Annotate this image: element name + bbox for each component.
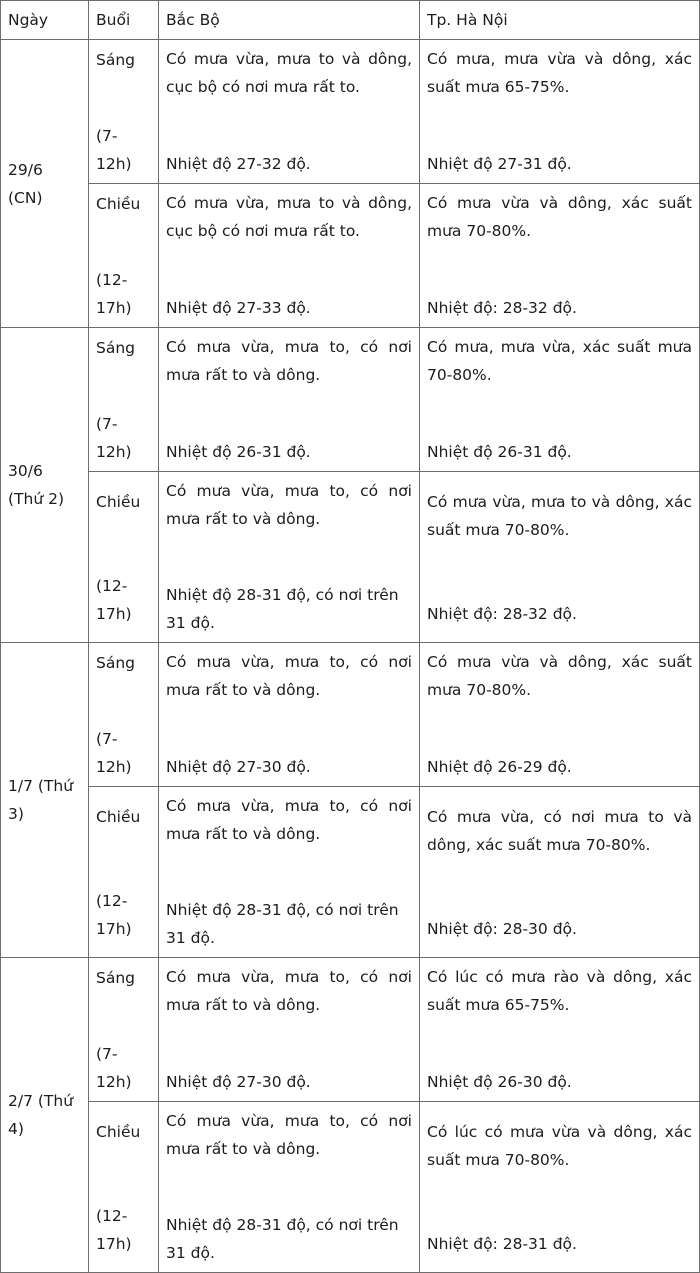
session-name: Sáng xyxy=(96,654,135,672)
hanoi-cell xyxy=(420,184,700,328)
hanoi-temp: Nhiệt độ: 28-32 độ. xyxy=(427,299,577,317)
north-cell xyxy=(159,328,420,472)
north-weather: Có mưa vừa, mưa to, có nơi mưa rất to và dông. xyxy=(166,653,412,699)
north-temp: Nhiệt độ 28-31 độ, có nơi trên 31 độ. xyxy=(166,1216,399,1262)
north-weather: Có mưa vừa, mưa to và dông, cục bộ có nơi mưa rất to. xyxy=(166,194,412,240)
north-weather: Có mưa vừa, mưa to, có nơi mưa rất to và dông. xyxy=(166,482,412,528)
session-hours: (7-12h) xyxy=(96,415,132,461)
table-row xyxy=(1,1102,700,1273)
session-cell xyxy=(89,643,159,787)
hanoi-cell xyxy=(420,787,700,958)
day-cell: 1/7 (Thứ 3) xyxy=(1,643,89,958)
north-weather: Có mưa vừa, mưa to, có nơi mưa rất to và dông. xyxy=(166,797,412,843)
north-temp: Nhiệt độ 28-31 độ, có nơi trên 31 độ. xyxy=(166,586,399,632)
north-cell xyxy=(159,1102,420,1273)
north-cell xyxy=(159,40,420,184)
header-session: Buổi xyxy=(89,1,159,40)
hanoi-temp: Nhiệt độ: 28-31 độ. xyxy=(427,1235,577,1253)
hanoi-cell xyxy=(420,1102,700,1273)
table-row xyxy=(1,958,700,1102)
session-cell xyxy=(89,184,159,328)
north-temp: Nhiệt độ 28-31 độ, có nơi trên 31 độ. xyxy=(166,901,399,947)
table-row xyxy=(1,472,700,643)
north-temp: Nhiệt độ 27-32 độ. xyxy=(166,155,311,173)
session-hours: (7-12h) xyxy=(96,127,132,173)
session-hours: (12-17h) xyxy=(96,892,132,938)
hanoi-cell xyxy=(420,40,700,184)
hanoi-weather: Có lúc có mưa vừa và dông, xác suất mưa 70-80%. xyxy=(427,1123,692,1169)
north-weather: Có mưa vừa, mưa to và dông, cục bộ có nơi mưa rất to. xyxy=(166,50,412,96)
hanoi-temp: Nhiệt độ 26-30 độ. xyxy=(427,1073,572,1091)
table-row xyxy=(1,184,700,328)
header-day: Ngày xyxy=(1,1,89,40)
hanoi-weather: Có mưa, mưa vừa, xác suất mưa 70-80%. xyxy=(427,338,692,384)
header-north: Bắc Bộ xyxy=(159,1,420,40)
session-name: Sáng xyxy=(96,339,135,357)
hanoi-temp: Nhiệt độ 27-31 độ. xyxy=(427,155,572,173)
hanoi-temp: Nhiệt độ 26-31 độ. xyxy=(427,443,572,461)
north-cell xyxy=(159,958,420,1102)
session-hours: (7-12h) xyxy=(96,730,132,776)
north-temp: Nhiệt độ 27-33 độ. xyxy=(166,299,311,317)
session-hours: (12-17h) xyxy=(96,577,132,623)
session-cell xyxy=(89,1102,159,1273)
hanoi-weather: Có mưa vừa, mưa to và dông, xác suất mưa 70-80%. xyxy=(427,493,692,539)
session-name: Chiều xyxy=(96,1123,141,1141)
session-cell xyxy=(89,328,159,472)
hanoi-temp: Nhiệt độ 26-29 độ. xyxy=(427,758,572,776)
north-cell xyxy=(159,643,420,787)
day-cell: 2/7 (Thứ 4) xyxy=(1,958,89,1273)
hanoi-weather: Có mưa vừa và dông, xác suất mưa 70-80%. xyxy=(427,194,692,240)
hanoi-weather: Có mưa vừa, có nơi mưa to và dông, xác suất mưa 70-80%. xyxy=(427,808,692,854)
day-cell: 30/6 (Thứ 2) xyxy=(1,328,89,643)
hanoi-cell xyxy=(420,472,700,643)
north-temp: Nhiệt độ 27-30 độ. xyxy=(166,758,311,776)
north-weather: Có mưa vừa, mưa to, có nơi mưa rất to và dông. xyxy=(166,968,412,1014)
north-cell xyxy=(159,184,420,328)
session-cell xyxy=(89,472,159,643)
north-temp: Nhiệt độ 26-31 độ. xyxy=(166,443,311,461)
session-cell xyxy=(89,40,159,184)
hanoi-weather: Có mưa vừa và dông, xác suất mưa 70-80%. xyxy=(427,653,692,699)
hanoi-temp: Nhiệt độ: 28-32 độ. xyxy=(427,605,577,623)
session-name: Chiều xyxy=(96,808,141,826)
session-name: Chiều xyxy=(96,493,141,511)
table-row xyxy=(1,328,700,472)
session-hours: (7-12h) xyxy=(96,1045,132,1091)
hanoi-weather: Có lúc có mưa rào và dông, xác suất mưa 65-75%. xyxy=(427,968,692,1014)
session-name: Chiều xyxy=(96,195,141,213)
north-temp: Nhiệt độ 27-30 độ. xyxy=(166,1073,311,1091)
hanoi-cell xyxy=(420,958,700,1102)
north-weather: Có mưa vừa, mưa to, có nơi mưa rất to và dông. xyxy=(166,1112,412,1158)
header-hanoi: Tp. Hà Nội xyxy=(420,1,700,40)
table-row xyxy=(1,40,700,184)
day-cell: 29/6 (CN) xyxy=(1,40,89,328)
north-cell xyxy=(159,472,420,643)
table-row xyxy=(1,643,700,787)
hanoi-cell xyxy=(420,328,700,472)
hanoi-temp: Nhiệt độ: 28-30 độ. xyxy=(427,920,577,938)
header-row xyxy=(1,1,700,40)
session-name: Sáng xyxy=(96,51,135,69)
session-cell xyxy=(89,958,159,1102)
north-cell xyxy=(159,787,420,958)
north-weather: Có mưa vừa, mưa to, có nơi mưa rất to và dông. xyxy=(166,338,412,384)
session-hours: (12-17h) xyxy=(96,271,132,317)
session-name: Sáng xyxy=(96,969,135,987)
table-row xyxy=(1,787,700,958)
hanoi-cell xyxy=(420,643,700,787)
hanoi-weather: Có mưa, mưa vừa và dông, xác suất mưa 65-75%. xyxy=(427,50,692,96)
session-cell xyxy=(89,787,159,958)
session-hours: (12-17h) xyxy=(96,1207,132,1253)
